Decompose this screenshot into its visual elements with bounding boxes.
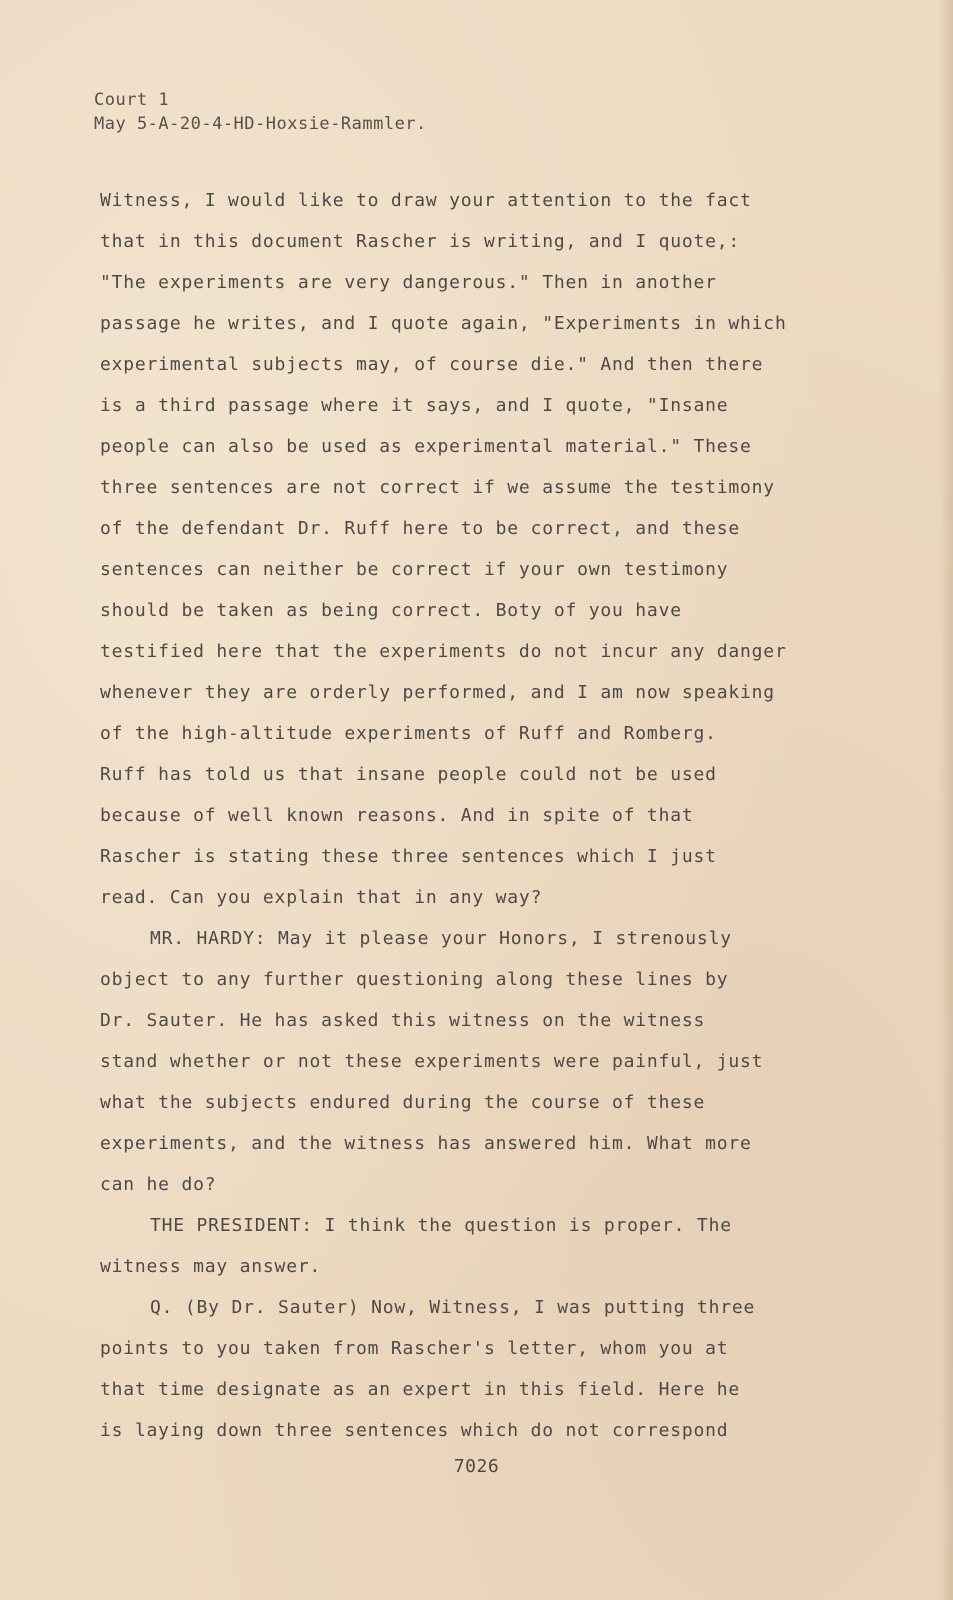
transcript-line: stand whether or not these experiments were painful, just <box>100 1051 764 1072</box>
transcript-line: experimental subjects may, of course die." And then there <box>100 354 764 375</box>
document-header <box>94 88 427 136</box>
transcript-line: Q. (By Dr. Sauter) Now, Witness, I was putting three <box>150 1297 756 1318</box>
transcript-line: three sentences are not correct if we assume the testimony <box>100 477 775 498</box>
transcript-line: object to any further questioning along these lines by <box>100 969 729 990</box>
transcript-line: passage he writes, and I quote again, "Experiments in which <box>100 313 787 334</box>
transcript-line: "The experiments are very dangerous." Then in another <box>100 272 717 293</box>
transcript-line: of the defendant Dr. Ruff here to be correct, and these <box>100 518 741 539</box>
transcript-line: MR. HARDY: May it please your Honors, I strenously <box>150 928 732 949</box>
header-court: Court 1 <box>94 90 170 110</box>
transcript-line: whenever they are orderly performed, and I am now speaking <box>100 682 775 703</box>
transcript-line: that time designate as an expert in this field. Here he <box>100 1379 741 1400</box>
transcript-line: can he do? <box>100 1174 217 1195</box>
transcript-line: people can also be used as experimental material." These <box>100 436 752 457</box>
transcript-line: witness may answer. <box>100 1256 322 1277</box>
transcript-line: Rascher is stating these three sentences which I just <box>100 846 717 867</box>
transcript-line: experiments, and the witness has answered him. What more <box>100 1133 752 1154</box>
transcript-line: sentences can neither be correct if your own testimony <box>100 559 729 580</box>
transcript-line: points to you taken from Rascher's letter, whom you at <box>100 1338 729 1359</box>
transcript-line: that in this document Rascher is writing, and I quote,: <box>100 231 741 252</box>
transcript-line: what the subjects endured during the course of these <box>100 1092 706 1113</box>
header-session-code: May 5-A-20-4-HD-Hoxsie-Rammler. <box>94 114 427 134</box>
transcript-line: of the high-altitude experiments of Ruff and Romberg. <box>100 723 717 744</box>
transcript-line: is a third passage where it says, and I quote, "Insane <box>100 395 729 416</box>
transcript-line: THE PRESIDENT: I think the question is proper. The <box>150 1215 732 1236</box>
paper-edge-shadow <box>939 0 953 1600</box>
transcript-line: should be taken as being correct. Boty of you have <box>100 600 682 621</box>
transcript-line: is laying down three sentences which do not correspond <box>100 1420 729 1441</box>
transcript-body <box>100 180 900 1451</box>
transcript-line: testified here that the experiments do not incur any danger <box>100 641 787 662</box>
transcript-line: Witness, I would like to draw your attention to the fact <box>100 190 752 211</box>
transcript-line: Ruff has told us that insane people could not be used <box>100 764 717 785</box>
transcript-line: read. Can you explain that in any way? <box>100 887 543 908</box>
transcript-line: because of well known reasons. And in spite of that <box>100 805 694 826</box>
page-number: 7026 <box>453 1456 500 1477</box>
transcript-line: Dr. Sauter. He has asked this witness on the witness <box>100 1010 706 1031</box>
